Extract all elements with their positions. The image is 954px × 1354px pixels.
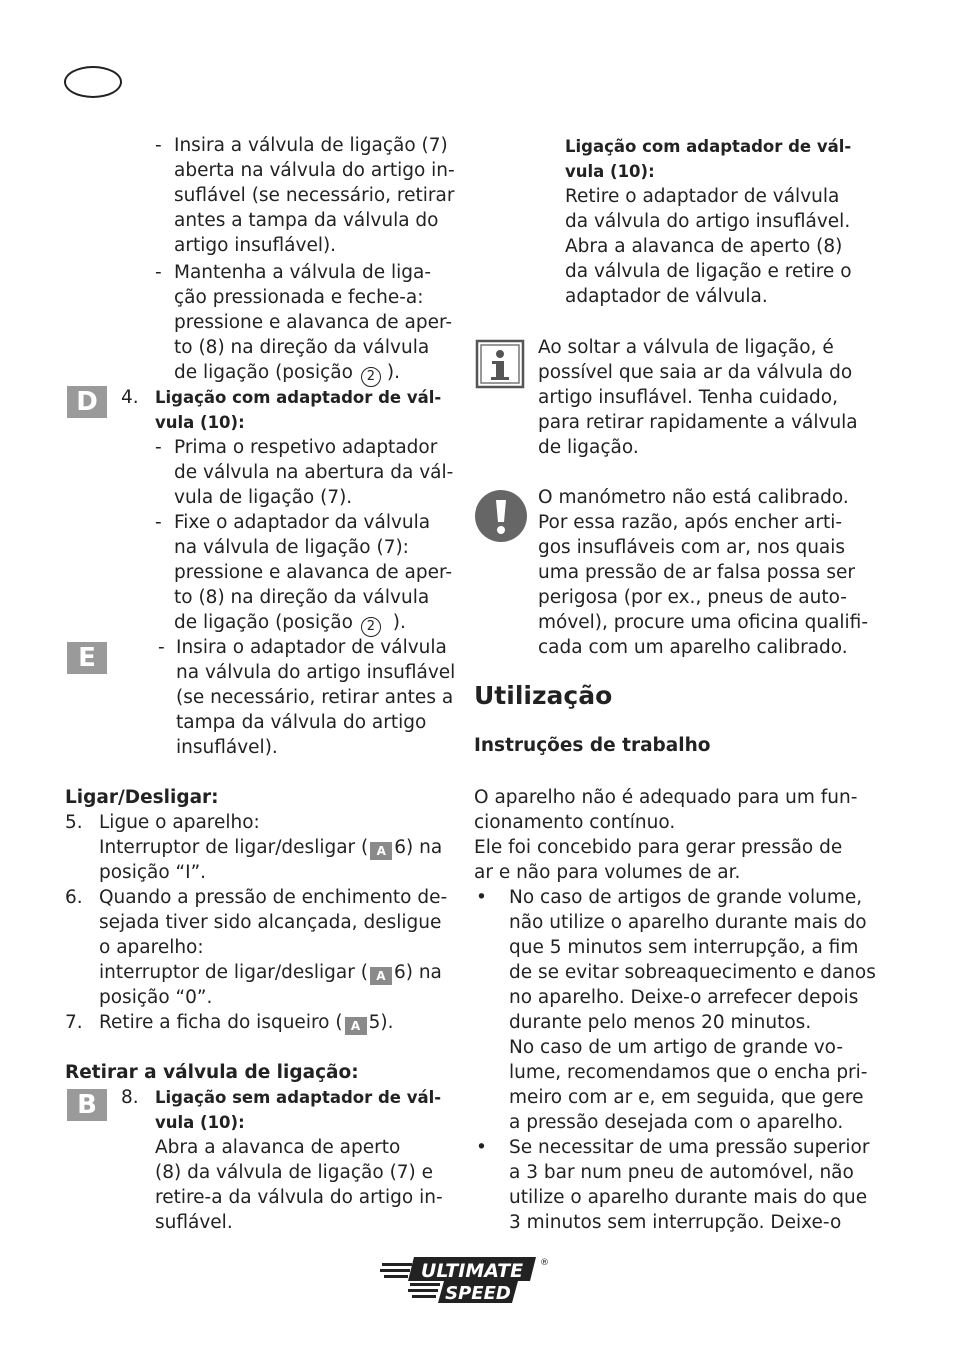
- text-line: o aparelho:: [99, 937, 204, 958]
- text-fragment: ).: [392, 612, 406, 633]
- dash-marker: -: [158, 637, 165, 658]
- step-title: Ligação com adaptador de vál-: [565, 137, 852, 156]
- text-fragment: de ligação (posição: [174, 612, 353, 633]
- text-line: durante pelo menos 20 minutos.: [509, 1012, 812, 1033]
- step-number: 8.: [121, 1087, 139, 1108]
- text-line: de válvula na abertura da vál-: [174, 462, 454, 483]
- text-fragment: ).: [386, 362, 400, 383]
- text-line: [174, 610, 406, 637]
- text-line: posição “0”.: [99, 987, 213, 1008]
- text-fragment: Interruptor de ligar/desligar (: [99, 837, 369, 858]
- subsection-title: Instruções de trabalho: [474, 735, 711, 756]
- text-line: Por essa razão, após encher arti-: [538, 512, 843, 533]
- text-line: cada com um aparelho calibrado.: [538, 637, 848, 658]
- text-line: Mantenha a válvula de liga-: [174, 262, 432, 283]
- text-line: to (8) na direção da válvula: [174, 587, 430, 608]
- text-line: móvel), procure uma oficina qualifi-: [538, 612, 869, 633]
- text-fragment: interruptor de ligar/desligar (: [99, 962, 368, 983]
- text-line: Abra a alavanca de aperto: [155, 1137, 401, 1158]
- step-number: 5.: [65, 812, 83, 833]
- text-line: No caso de artigos de grande volume,: [509, 887, 863, 908]
- text-line: para retirar rapidamente a válvula: [538, 412, 858, 433]
- text-line: Ele foi concebido para gerar pressão de: [474, 837, 843, 858]
- text-fragment: 6) na: [393, 962, 442, 983]
- text-line: da válvula do artigo insuflável.: [565, 211, 851, 232]
- step-title: vula (10):: [155, 1113, 245, 1132]
- text-line: Quando a pressão de enchimento de-: [99, 887, 448, 908]
- text-line: da válvula de ligação e retire o: [565, 261, 852, 282]
- text-line: artigo insuflável).: [174, 235, 337, 256]
- text-line: sejada tiver sido alcançada, desligue: [99, 912, 442, 933]
- text-line: [99, 1010, 393, 1035]
- figure-a-reference: A: [370, 967, 392, 985]
- text-line: (se necessário, retirar antes a: [176, 687, 454, 708]
- dash-marker: -: [155, 512, 162, 533]
- bullet-marker: •: [476, 887, 487, 908]
- section-box-d: D: [67, 386, 107, 418]
- logo-text-ultimate: ULTIMATE: [420, 1260, 524, 1282]
- text-line: aberta na válvula do artigo in-: [174, 160, 455, 181]
- section-heading: Retirar a válvula de ligação:: [65, 1062, 359, 1083]
- text-fragment: Retire a ficha do isqueiro (: [99, 1012, 343, 1033]
- text-line: 3 minutos sem interrupção. Deixe-o: [509, 1212, 842, 1233]
- text-line: gos insufláveis com ar, nos quais: [538, 537, 846, 558]
- text-line: Prima o respetivo adaptador: [174, 437, 438, 458]
- text-line: antes a tampa da válvula do: [174, 210, 439, 231]
- registered-mark: ®: [540, 1258, 549, 1268]
- text-line: Retire o adaptador de válvula: [565, 186, 840, 207]
- dash-marker: -: [155, 135, 162, 156]
- text-line: Insira a válvula de ligação (7): [174, 135, 448, 156]
- section-box-b: B: [67, 1089, 107, 1121]
- text-line: na válvula de ligação (7):: [174, 537, 409, 558]
- step-title: Ligação sem adaptador de vál-: [155, 1088, 442, 1107]
- step-title: vula (10):: [155, 413, 245, 432]
- text-line: O manómetro não está calibrado.: [538, 487, 849, 508]
- text-line: vula de ligação (7).: [174, 487, 353, 508]
- text-line: retire-a da válvula do artigo in-: [155, 1187, 443, 1208]
- text-line: posição “I”.: [99, 862, 207, 883]
- text-line: uma pressão de ar falsa possa ser: [538, 562, 855, 583]
- bullet-marker: •: [476, 1137, 487, 1158]
- step-number: 4.: [121, 387, 139, 408]
- text-line: cionamento contínuo.: [474, 812, 676, 833]
- position-2-symbol: 2: [361, 617, 381, 637]
- step-number: 7.: [65, 1012, 83, 1033]
- text-line: Ao soltar a válvula de ligação, é: [538, 337, 834, 358]
- text-line: (8) da válvula de ligação (7) e: [155, 1162, 434, 1183]
- text-line: Insira o adaptador de válvula: [176, 637, 447, 658]
- text-line: Abra a alavanca de aperto (8): [565, 236, 843, 257]
- text-line: não utilize o aparelho durante mais do: [509, 912, 867, 933]
- text-line: lume, recomendamos que o encha pri-: [509, 1062, 868, 1083]
- text-line: Ligue o aparelho:: [99, 812, 260, 833]
- text-line: no aparelho. Deixe-o arrefecer depois: [509, 987, 859, 1008]
- text-line: adaptador de válvula.: [565, 286, 768, 307]
- text-line: a pressão desejada com o aparelho.: [509, 1112, 844, 1133]
- text-line: artigo insuflável. Tenha cuidado,: [538, 387, 838, 408]
- position-2-symbol: 2: [361, 367, 381, 387]
- text-line: insuflável).: [176, 737, 278, 758]
- text-line: que 5 minutos sem interrupção, a fim: [509, 937, 859, 958]
- text-line: ar e não para volumes de ar.: [474, 862, 741, 883]
- text-line: possível que saia ar da válvula do: [538, 362, 853, 383]
- dash-marker: -: [155, 262, 162, 283]
- text-line: to (8) na direção da válvula: [174, 337, 430, 358]
- text-line: meiro com ar e, em seguida, que gere: [509, 1087, 864, 1108]
- text-line: suflável (se necessário, retirar: [174, 185, 455, 206]
- text-line: ção pressionada e feche-a:: [174, 287, 424, 308]
- text-line: na válvula do artigo insuflável: [176, 662, 456, 683]
- text-fragment: de ligação (posição: [174, 362, 353, 383]
- info-icon: [474, 338, 526, 390]
- text-line: perigosa (por ex., pneus de auto-: [538, 587, 847, 608]
- text-line: de ligação.: [538, 437, 639, 458]
- text-fragment: 5).: [368, 1012, 394, 1033]
- warning-icon: [474, 489, 528, 543]
- figure-a-reference: A: [370, 842, 392, 860]
- text-line: a 3 bar num pneu de automóvel, não: [509, 1162, 854, 1183]
- text-line: de se evitar sobreaquecimento e danos: [509, 962, 876, 983]
- figure-a-reference: A: [345, 1017, 367, 1035]
- text-line: utilize o aparelho durante mais do que: [509, 1187, 868, 1208]
- text-line: Fixe o adaptador da válvula: [174, 512, 431, 533]
- text-fragment: 6) na: [394, 837, 443, 858]
- text-line: O aparelho não é adequado para um fun-: [474, 787, 858, 808]
- section-title: Utilização: [474, 681, 613, 710]
- logo-text-speed: SPEED: [445, 1283, 511, 1304]
- text-line: [99, 960, 442, 985]
- text-line: [174, 360, 400, 387]
- logo-graphic: [380, 1253, 550, 1307]
- language-marker: [64, 66, 122, 98]
- text-line: tampa da válvula do artigo: [176, 712, 427, 733]
- text-line: Se necessitar de uma pressão superior: [509, 1137, 870, 1158]
- text-line: No caso de um artigo de grande vo-: [509, 1037, 844, 1058]
- step-title: Ligação com adaptador de vál-: [155, 388, 442, 407]
- ultimate-speed-logo: [380, 1253, 550, 1307]
- text-line: [99, 835, 442, 860]
- text-line: pressione e alavanca de aper-: [174, 312, 453, 333]
- text-line: pressione e alavanca de aper-: [174, 562, 453, 583]
- text-line: suflável.: [155, 1212, 233, 1233]
- dash-marker: -: [155, 437, 162, 458]
- step-title: vula (10):: [565, 162, 655, 181]
- section-heading: Ligar/Desligar:: [65, 787, 219, 808]
- step-number: 6.: [65, 887, 83, 908]
- section-box-e: E: [67, 642, 107, 674]
